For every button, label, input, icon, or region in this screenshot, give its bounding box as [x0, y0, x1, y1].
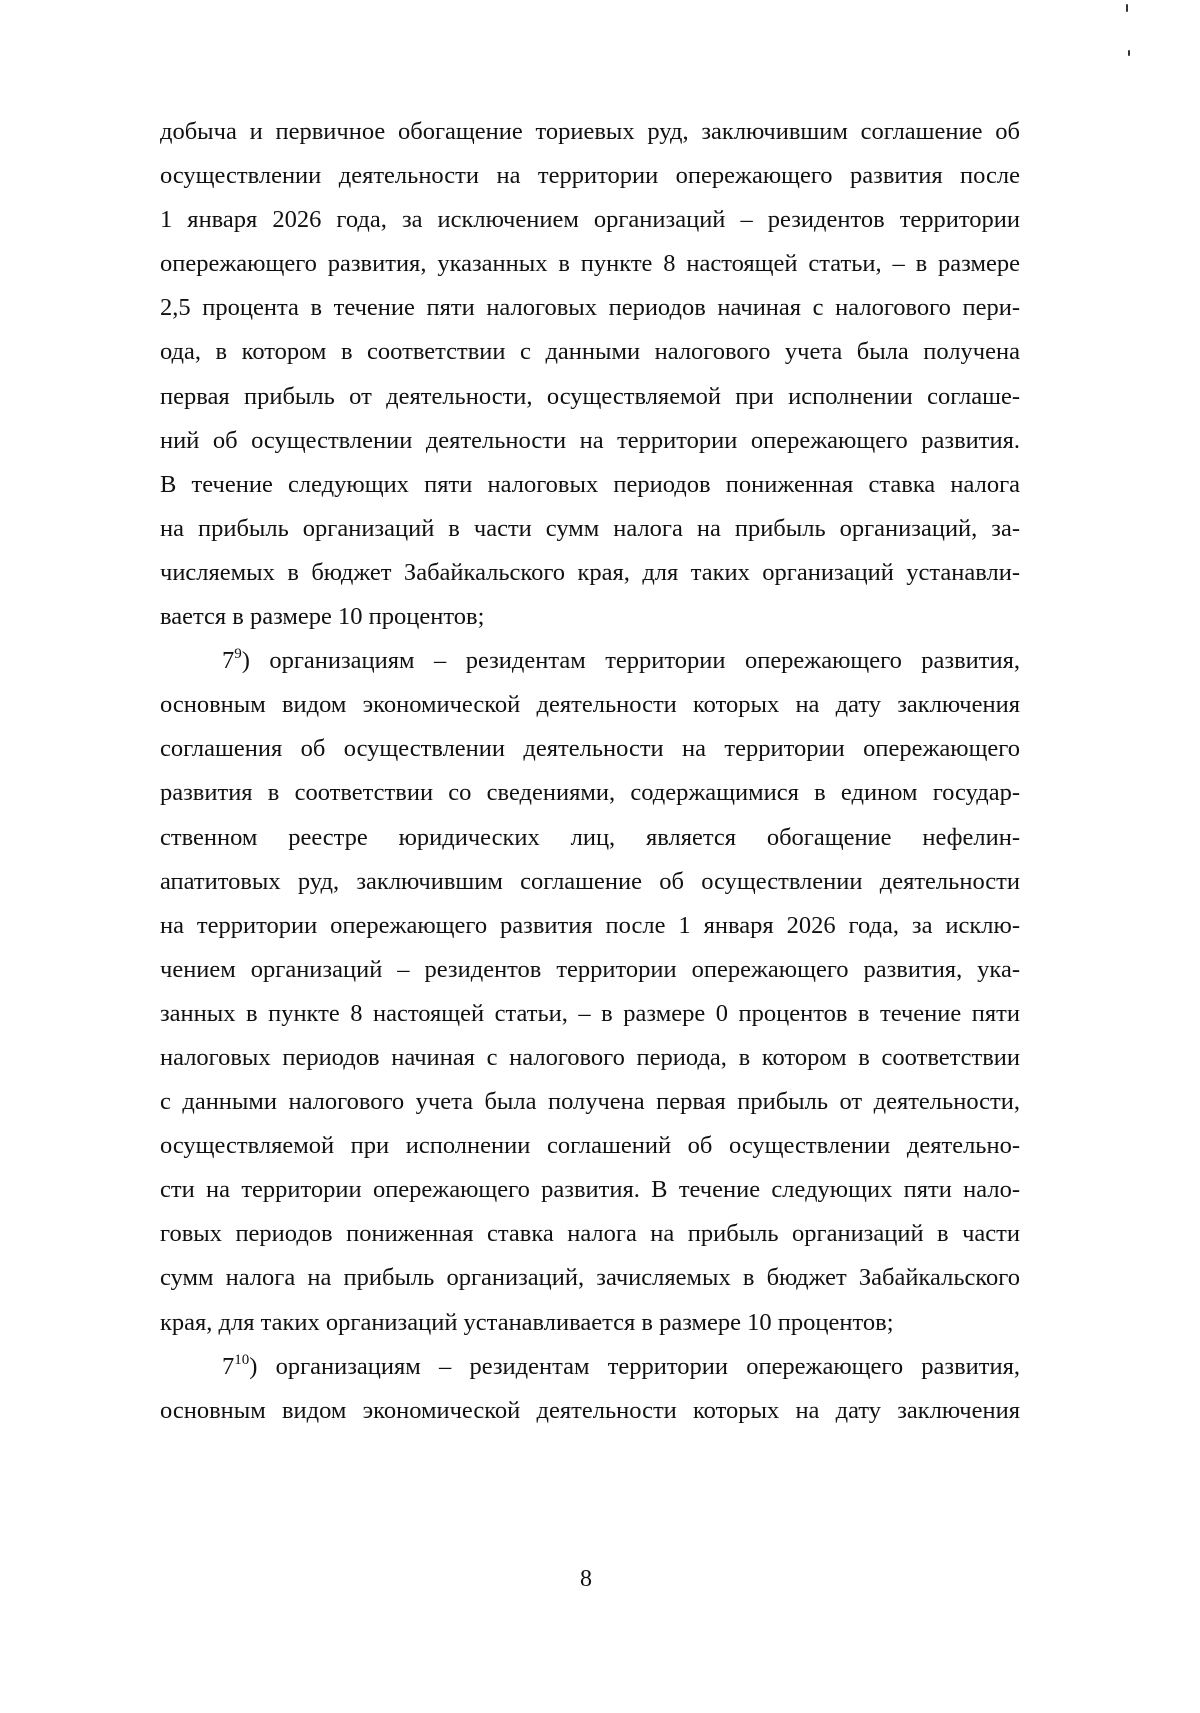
text-line: вается в размере 10 процентов;	[160, 603, 485, 631]
document-body	[160, 112, 1020, 1435]
paragraph	[160, 112, 1020, 641]
text-line: В течение следующих пяти налоговых периодов пониженная ставка налога	[160, 470, 1020, 498]
text-line: края, для таких организаций устанавливается в размере 10 процентов;	[160, 1308, 894, 1336]
text-line: опережающего развития, указанных в пункте 8 настоящей статьи, – в размере	[160, 250, 1020, 278]
text-line: основным видом экономической деятельности которых на дату заключения	[160, 691, 1020, 719]
paragraph	[160, 1347, 1020, 1435]
text-line: 2,5 процента в течение пяти налоговых периодов начиная с налогового пери-	[160, 294, 1020, 322]
scan-artifact	[1126, 4, 1128, 12]
item-number: 7	[222, 647, 235, 675]
text-line: сти на территории опережающего развития. В течение следующих пяти нало-	[160, 1176, 1020, 1204]
text-line: осуществлении деятельности на территории опережающего развития после	[160, 162, 1020, 190]
text-line: 1 января 2026 года, за исключением организаций – резидентов территории	[160, 206, 1020, 234]
text-line: ний об осуществлении деятельности на территории опережающего развития.	[160, 426, 1020, 454]
text-line: соглашения об осуществлении деятельности на территории опережающего	[160, 735, 1020, 763]
text-line	[160, 641, 1020, 685]
text-line: с данными налогового учета была получена первая прибыль от деятельности,	[160, 1088, 1020, 1116]
text-line: основным видом экономической деятельности которых на дату заключения	[160, 1396, 1020, 1424]
text-line: ода, в котором в соответствии с данными налогового учета была получена	[160, 338, 1020, 366]
text-line: налоговых периодов начиная с налогового периода, в котором в соответствии	[160, 1043, 1020, 1071]
text-line: ственном реестре юридических лиц, является обогащение нефелин-	[160, 823, 1020, 851]
text-line: говых периодов пониженная ставка налога на прибыль организаций в части	[160, 1220, 1020, 1248]
text-line	[160, 1347, 1020, 1391]
text-line: осуществляемой при исполнении соглашений об осуществлении деятельно-	[160, 1132, 1020, 1160]
text-line: апатитовых руд, заключившим соглашение об осуществлении деятельности	[160, 867, 1020, 895]
paragraph	[160, 641, 1020, 1347]
text-line: занных в пункте 8 настоящей статьи, – в размере 0 процентов в течение пяти	[160, 999, 1020, 1027]
text-line: добыча и первичное обогащение ториевых руд, заключившим соглашение об	[160, 118, 1020, 145]
item-number: 7	[222, 1352, 235, 1380]
line-text: ) организациям – резидентам территории опережающего развития,	[249, 1352, 1020, 1380]
text-line: числяемых в бюджет Забайкальского края, для таких организаций устанавли-	[160, 558, 1020, 586]
text-line: чением организаций – резидентов территории опережающего развития, ука-	[160, 955, 1020, 983]
item-number-superscript: 9	[234, 646, 242, 663]
text-line: развития в соответствии со сведениями, содержащимися в едином государ-	[160, 779, 1020, 807]
line-text: ) организациям – резидентам территории опережающего развития,	[241, 647, 1020, 675]
item-number-superscript: 10	[234, 1351, 250, 1368]
page-number: 8	[580, 1566, 592, 1592]
text-line: на территории опережающего развития после 1 января 2026 года, за исклю-	[160, 911, 1020, 939]
scan-artifact	[1128, 50, 1130, 56]
text-line: сумм налога на прибыль организаций, зачисляемых в бюджет Забайкальского	[160, 1264, 1020, 1292]
text-line: на прибыль организаций в части сумм налога на прибыль организаций, за-	[160, 514, 1020, 542]
text-line: первая прибыль от деятельности, осуществляемой при исполнении соглаше-	[160, 382, 1020, 410]
